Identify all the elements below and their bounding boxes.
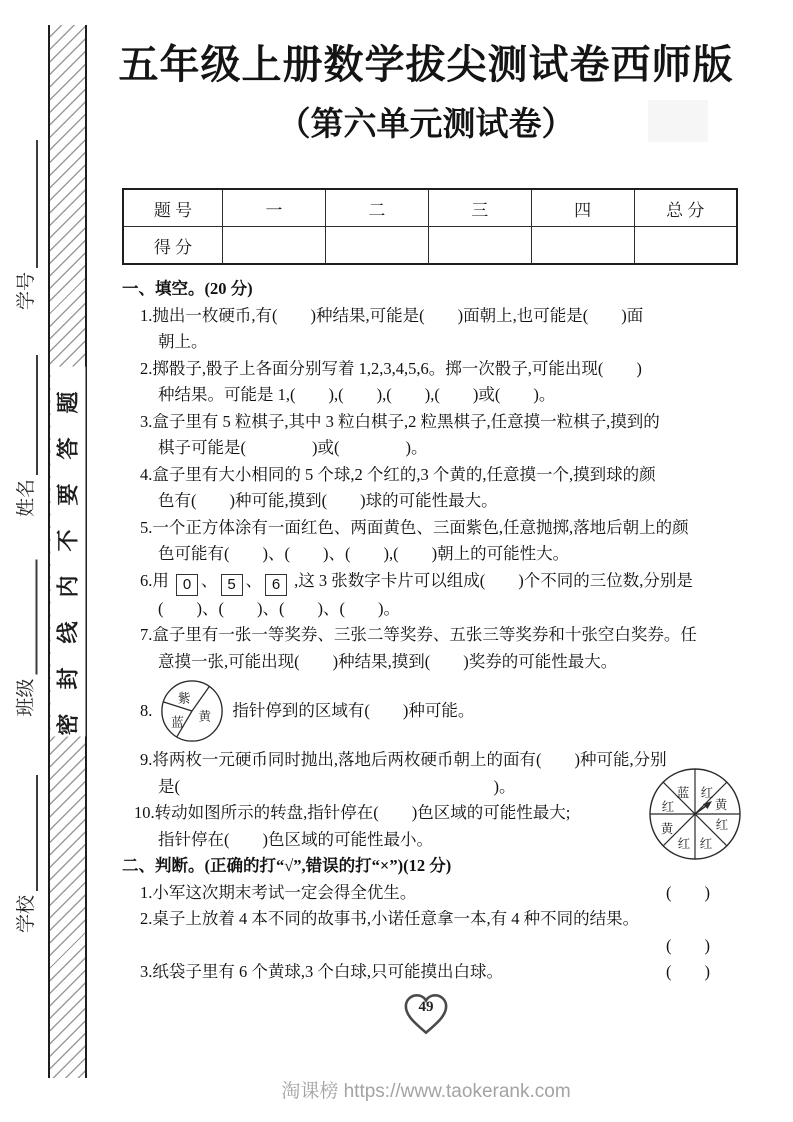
q1-line2: 朝上。	[158, 332, 208, 351]
class-blank-line	[31, 560, 38, 675]
school-blank-line	[31, 775, 38, 891]
q8-number: 8.	[140, 700, 153, 720]
spinner-label-red: 红	[661, 800, 675, 814]
digit-card-6: 6	[265, 574, 287, 596]
spinner-label-red: 红	[715, 818, 729, 832]
class-label: 班级	[15, 678, 37, 717]
s2-q3-text: 3.纸袋子里有 6 个黄球,3 个白球,只可能摸出白球。	[140, 962, 503, 981]
q9-line1: 9.将两枚一元硬币同时抛出,落地后两枚硬币朝上的面有( )种可能,分别	[140, 750, 667, 769]
q6-separator: 、	[245, 570, 262, 590]
spinner-label-red: 红	[700, 786, 714, 800]
questions-area	[112, 276, 740, 986]
s2-q2-answer-bracket: ( )	[666, 935, 710, 955]
q10-spinner-diagram	[648, 767, 742, 861]
spinner-label-red: 红	[699, 837, 713, 851]
q2-line1: 2.掷骰子,骰子上各面分别写着 1,2,3,4,5,6。掷一次骰子,可能出现( )	[140, 358, 642, 378]
s2-q3-line	[112, 959, 740, 986]
digit-card-5: 5	[221, 574, 243, 596]
school-label-group	[16, 775, 38, 933]
score-table-cell: 总 分	[634, 189, 737, 227]
class-label-group	[16, 560, 38, 717]
q8-wheel-diagram	[158, 677, 226, 745]
q8-wheel-label-yellow: 黄	[198, 709, 212, 724]
score-table-cell: 四	[531, 189, 634, 227]
page-number: 49	[418, 998, 434, 1015]
q10-line1: 10.转动如图所示的转盘,指针停在( )色区域的可能性最大;	[134, 803, 571, 822]
student-id-blank-line	[31, 140, 38, 268]
q7-line2: 意摸一张,可能出现( )种结果,摸到( )奖券的可能性最大。	[158, 651, 618, 671]
s2-q1-line	[112, 880, 740, 907]
q8-wheel-label-blue: 蓝	[171, 715, 185, 730]
name-blank-line	[31, 355, 38, 475]
spinner-pointer	[695, 806, 706, 814]
q8-text: 指针停到的区域有( )种可能。	[232, 700, 475, 720]
s2-q1-text: 1.小军这次期末考试一定会得全优生。	[140, 882, 417, 902]
spinner-label-blue: 蓝	[676, 786, 690, 800]
student-id-label: 学号	[16, 271, 37, 310]
q6-line1	[112, 568, 740, 596]
q9-line2: 是( )。	[158, 776, 516, 796]
q10-line2: 指针停在( )色区域的可能性最小。	[158, 829, 433, 849]
page-subtitle: （第六单元测试卷）	[277, 107, 575, 143]
section1-heading: 一、填空。(20 分)	[122, 279, 253, 298]
q8-wheel-label-purple: 紫	[178, 691, 191, 706]
score-table-score-row	[123, 227, 737, 265]
digit-card-0: 0	[176, 574, 198, 596]
footer-site-text: 淘课榜 https://www.taokerank.com	[281, 1080, 571, 1102]
score-empty-cell	[428, 227, 531, 265]
s2-q2-line1: 2.桌子上放着 4 本不同的故事书,小诺任意拿一本,有 4 种不同的结果。	[140, 909, 640, 928]
q4-line1: 4.盒子里有大小相同的 5 个球,2 个红的,3 个黄的,任意摸一个,摸到球的颜	[140, 464, 656, 484]
q1-line1: 1.抛出一枚硬币,有( )种结果,可能是( )面朝上,也可能是( )面	[140, 305, 644, 325]
score-table-cell: 一	[223, 189, 326, 227]
spinner-label-red: 红	[677, 837, 691, 851]
score-table-cell: 题 号	[123, 189, 223, 227]
score-table	[122, 188, 738, 265]
q6-line2: ( )、( )、( )、( )。	[158, 598, 400, 618]
q8-row	[112, 675, 740, 747]
spinner-label-yellow: 黄	[660, 822, 674, 836]
score-table-header-row	[123, 189, 737, 227]
score-table-cell: 得 分	[123, 227, 223, 265]
score-table-cell: 二	[325, 189, 428, 227]
q6-text-post: ,这 3 张数字卡片可以组成( )个不同的三位数,分别是	[294, 570, 693, 590]
score-table-cell: 三	[428, 189, 531, 227]
s2-q1-answer-bracket: ( )	[666, 882, 710, 902]
score-empty-cell	[634, 227, 737, 265]
seal-line-text: 密封线内不要答题	[51, 367, 86, 737]
s2-q3-answer-bracket: ( )	[666, 962, 710, 981]
q3-line2: 棋子可能是( )或( )。	[158, 438, 428, 457]
student-id-label-group	[16, 140, 38, 310]
q2-line2: 种结果。可能是 1,( ),( ),( ),( )或( )。	[158, 385, 556, 404]
q5-line2: 色可能有( )、( )、( ),( )朝上的可能性大。	[158, 544, 570, 563]
q6-text-pre: 6.用	[140, 570, 169, 590]
seal-sidebar	[0, 0, 110, 1122]
seal-line-strip	[48, 25, 87, 1078]
spinner-label-yellow: 黄	[714, 798, 728, 812]
q3-line1: 3.盒子里有 5 粒棋子,其中 3 粒白棋子,2 粒黑棋子,任意摸一粒棋子,摸到的	[140, 411, 660, 431]
name-label: 姓名	[16, 478, 37, 517]
q7-line1: 7.盒子里有一张一等奖券、三张二等奖券、五张三等奖券和十张空白奖券。任	[140, 625, 697, 644]
section2-heading: 二、判断。(正确的打“√”,错误的打“×”)(12 分)	[122, 856, 452, 875]
q4-line2: 色有( )种可能,摸到( )球的可能性最大。	[158, 491, 498, 510]
q5-line1: 5.一个正方体涂有一面红色、两面黄色、三面紫色,任意抛掷,落地后朝上的颜	[140, 517, 689, 537]
page-number-heart	[403, 992, 449, 1036]
score-empty-cell	[223, 227, 326, 265]
q6-separator: 、	[201, 570, 218, 590]
name-label-group	[16, 355, 38, 517]
score-empty-cell	[325, 227, 428, 265]
page-title: 五年级上册数学拔尖测试卷西师版	[118, 42, 734, 87]
school-label: 学校	[16, 894, 37, 933]
paper-content	[112, 0, 740, 1103]
score-empty-cell	[531, 227, 634, 265]
